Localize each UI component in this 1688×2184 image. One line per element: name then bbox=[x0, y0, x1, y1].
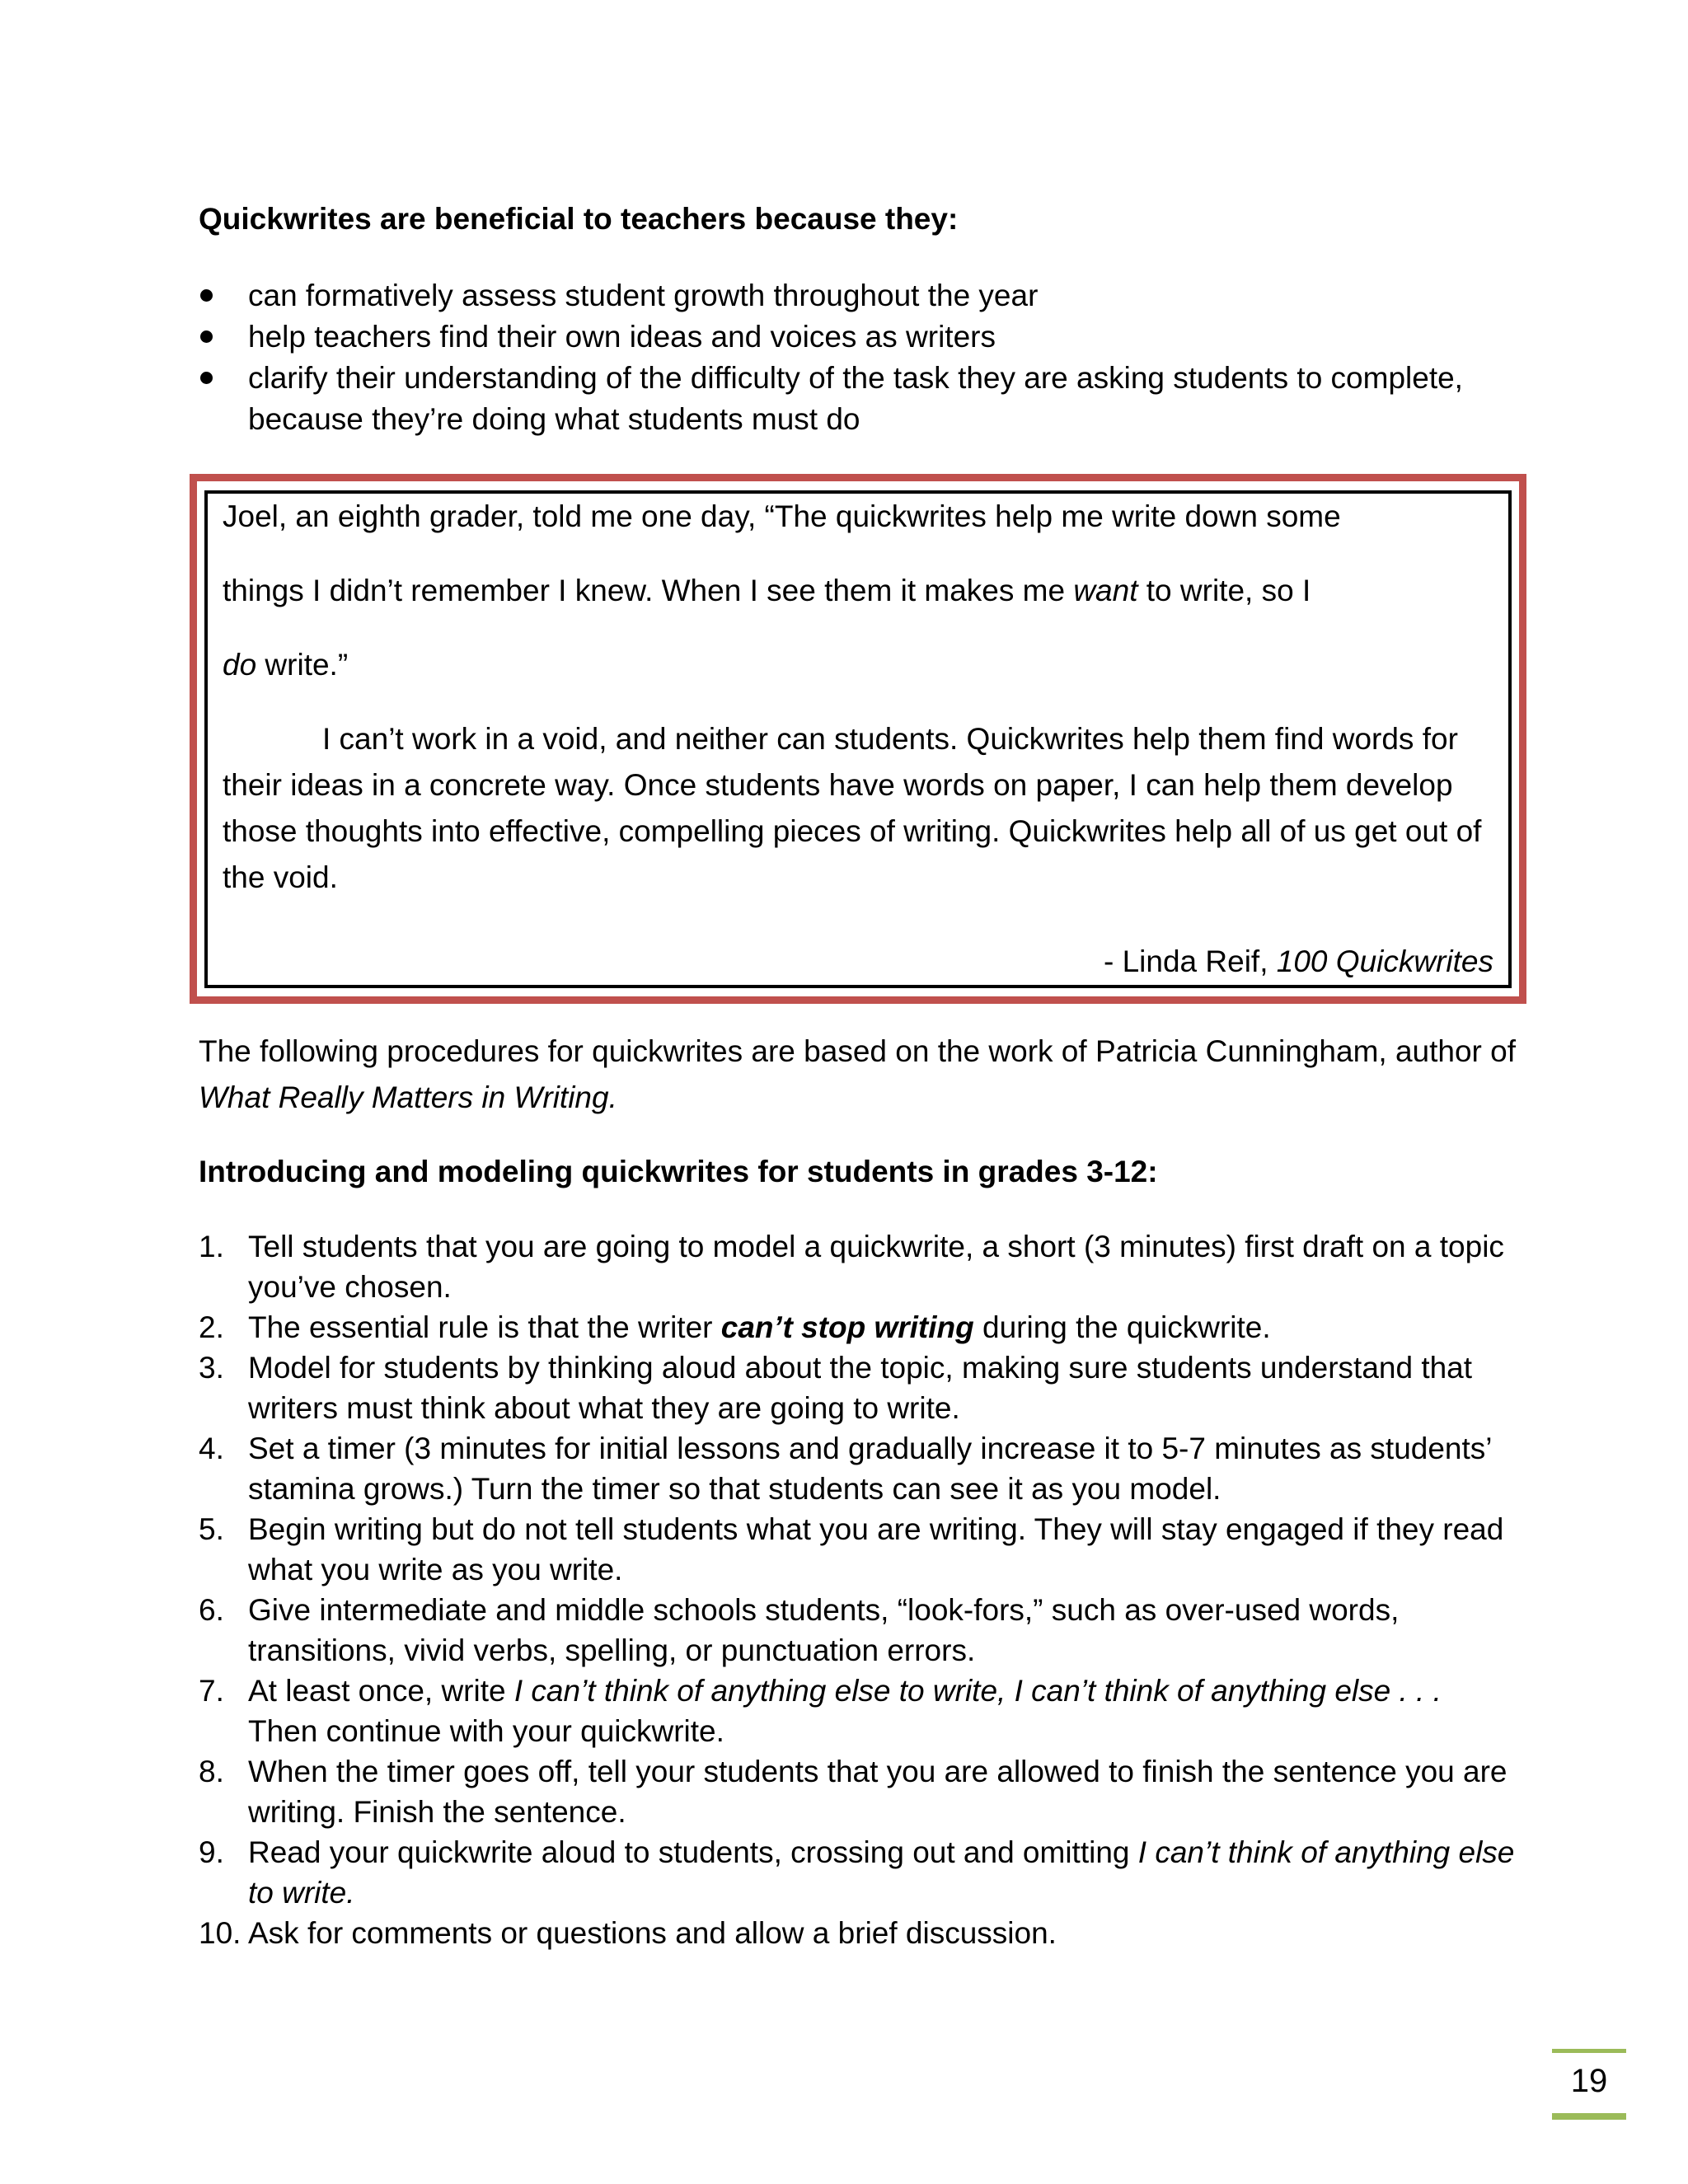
bullet-icon bbox=[200, 289, 213, 302]
bullet-icon bbox=[200, 372, 213, 384]
list-item: 10. Ask for comments or questions and allow a brief discussion. bbox=[199, 1916, 1057, 1950]
page-number-rule-top bbox=[1552, 2049, 1626, 2053]
procedures-intro: The following procedures for quickwrites are based on the work of Patricia Cunningham, author of What Really Matters in Writing. bbox=[199, 1034, 1517, 1114]
quote-box bbox=[190, 474, 1526, 1004]
quote-box-inner bbox=[204, 490, 1512, 988]
section-heading-benefits: Quickwrites are beneficial to teachers because they: bbox=[199, 202, 959, 236]
quote-line-2: things I didn’t remember I knew. When I see them it makes me want to write, so I bbox=[223, 574, 1311, 607]
quote-line-1: Joel, an eighth grader, told me one day, “The quickwrites help me write down some bbox=[223, 499, 1341, 533]
list-item: 6. Give intermediate and middle schools students, “look-fors,” such as over-used words, transitions, vivid verbs, spelling, or punctuation errors. bbox=[199, 1593, 1400, 1667]
quote-paragraph: I can’t work in a void, and neither can students. Quickwrites help them find words for their ideas in a concrete way. Once students have words on paper, I can help them develop those thoughts into effective, compelling pieces of writing. Quickwrites help all of us get out of the void. bbox=[223, 722, 1482, 894]
list-item: help teachers find their own ideas and voices as writers bbox=[199, 316, 1509, 358]
list-item: 4. Set a timer (3 minutes for initial lessons and gradually increase it to 5-7 minutes as students’ stamina grows.) Turn the timer so that students can see it as you model. bbox=[199, 1432, 1492, 1506]
list-item: 1. Tell students that you are going to model a quickwrite, a short (3 minutes) first draft on a topic you’ve chosen. bbox=[199, 1230, 1504, 1304]
list-item: 9. Read your quickwrite aloud to students, crossing out and omitting I can’t think of anything else to write. bbox=[199, 1835, 1515, 1910]
section-heading-modeling: Introducing and modeling quickwrites for students in grades 3-12: bbox=[199, 1155, 1158, 1188]
quote-line-3: do write.” bbox=[223, 648, 349, 682]
bullet-icon bbox=[200, 330, 213, 343]
page-number-rule-bottom bbox=[1552, 2113, 1626, 2120]
list-item: 3. Model for students by thinking aloud about the topic, making sure students understand that writers must think about what they are going to write. bbox=[199, 1351, 1473, 1425]
list-item: 7. At least once, write I can’t think of anything else to write, I can’t think of anything else . . . Then continue with your quickwrite. bbox=[199, 1674, 1442, 1748]
benefits-list bbox=[199, 275, 1509, 440]
page-number: 19 bbox=[1570, 2063, 1608, 2099]
steps-list bbox=[199, 1226, 1517, 1953]
quote-attribution: - Linda Reif, 100 Quickwrites bbox=[1104, 944, 1493, 978]
list-item: 8. When the timer goes off, tell your students that you are allowed to finish the sentence you are writing. Finish the sentence. bbox=[199, 1755, 1507, 1829]
list-item: 5. Begin writing but do not tell students what you are writing. They will stay engaged if they read what you write as you write. bbox=[199, 1512, 1504, 1586]
list-item: clarify their understanding of the difficulty of the task they are asking students to complete, because they’re doing what students must do bbox=[199, 358, 1509, 440]
list-item: 2. The essential rule is that the writer can’t stop writing during the quickwrite. bbox=[199, 1310, 1271, 1344]
list-item: can formatively assess student growth throughout the year bbox=[199, 275, 1509, 316]
